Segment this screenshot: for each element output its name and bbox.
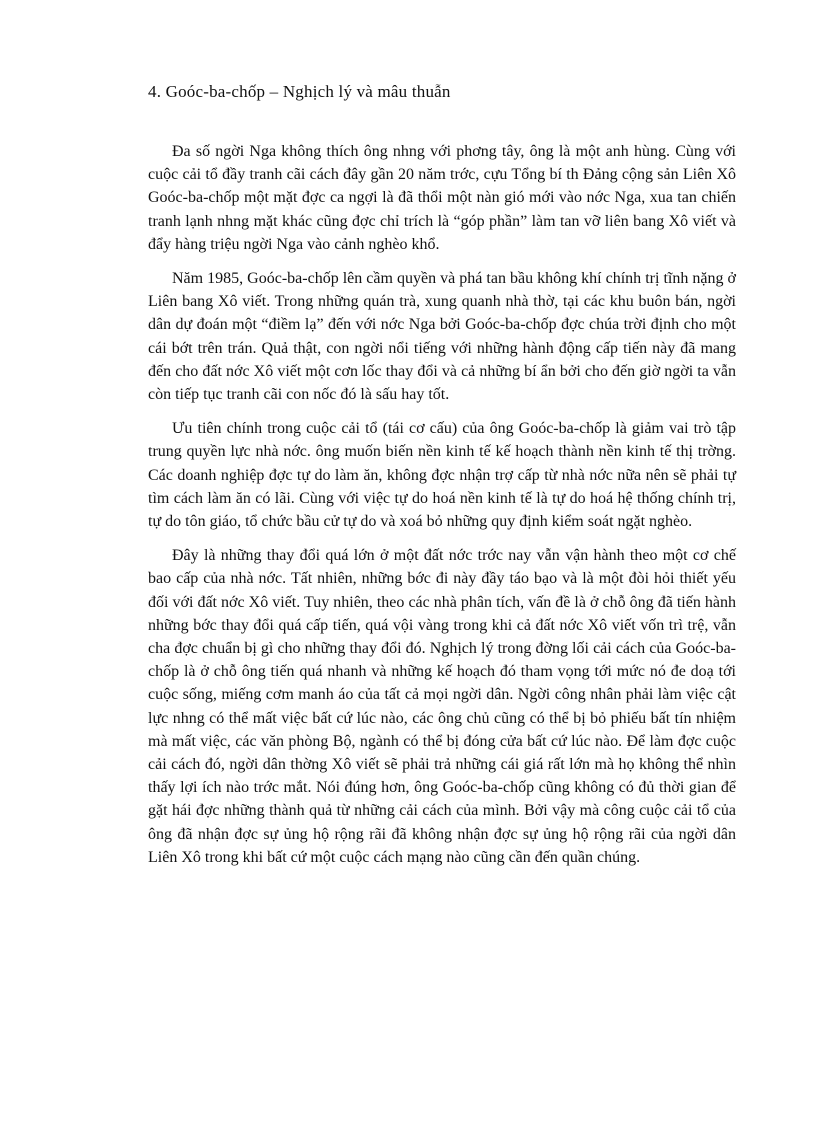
paragraph-1: Đa số ngời Nga không thích ông nhng với phơng tây, ông là một anh hùng. Cùng với cuộc cải tổ đầy tranh cãi cách đây gần 20 năm trớc, cựu Tổng bí th Đảng cộng sản Liên Xô Goóc-ba-chốp một mặt đợc ca ngợi là đã thổi một nàn gió mới vào nớc Nga, xua tan chiến tranh lạnh nhng mặt khác cũng đợc chỉ trích là “góp phần” làm tan vỡ liên bang Xô viết và đẩy hàng triệu ngời Nga vào cảnh nghèo khổ. xyxy=(148,143,736,253)
section-heading: 4. Goóc-ba-chốp – Nghịch lý và mâu thuẫn xyxy=(148,82,451,101)
paragraph-2: Năm 1985, Goóc-ba-chốp lên cầm quyền và phá tan bầu không khí chính trị tĩnh nặng ở Liên bang Xô viết. Trong những quán trà, xung quanh nhà thờ, tại các khu buôn bán, ngời dân dự đoán một “điềm lạ” đến với nớc Nga bởi Goóc-ba-chốp đợc chúa trời định cho một cái bớt trên trán. Quả thật, con ngời nổi tiếng với những hành động cấp tiến này đã mang đến cho đất nớc Xô viết một cơn lốc thay đổi và cả những bí ẩn bởi cho đến giờ ngời ta vẫn còn tiếp tục tranh cãi con nốc đó là sấu hay tốt. xyxy=(148,270,736,404)
article-body xyxy=(148,140,736,880)
paragraph-4: Đây là những thay đổi quá lớn ở một đất nớc trớc nay vẫn vận hành theo một cơ chế bao cấp của nhà nớc. Tất nhiên, những bớc đi này đầy táo bạo và là một đòi hỏi thiết yếu đối với đất nớc Xô viết. Tuy nhiên, theo các nhà phân tích, vấn đề là ở chỗ ông đã tiến hành những bớc thay đổi quá cấp tiến, quá vội vàng trong khi cả đất nớc Xô viết vốn trì trệ, vẫn cha đợc chuẩn bị gì cho những thay đổi đó. Nghịch lý trong đờng lối cải cách của Goóc-ba-chốp là ở chỗ ông tiến quá nhanh và những kế hoạch đó tham vọng tới mức nó đe doạ tới cuộc sống, miếng cơm manh áo của tất cả mọi ngời dân. Ngời công nhân phải làm việc cật lực nhng có thể mất việc bất cứ lúc nào, các ông chủ cũng có thể bị bỏ phiếu bất tín nhiệm mà mất việc, các văn phòng Bộ, ngành có thể bị đóng cửa bất cứ lúc nào. Để làm đợc cuộc cải cách đó, ngời dân thờng Xô viết sẽ phải trả những cái giá rất lớn mà họ không thể nhìn thấy lợi ích nào trớc mắt. Nói đúng hơn, ông Goóc-ba-chốp cũng không có đủ thời gian để gặt hái đợc những thành quả từ những cải cách của mình. Bởi vậy mà công cuộc cải tổ của ông đã nhận đợc sự ủng hộ rộng rãi đã không nhận đợc sự ủng hộ rộng rãi của ngời dân Liên Xô trong khi bất cứ một cuộc cách mạng nào cũng cần đến quần chúng. xyxy=(148,547,736,866)
paragraph-3: Ưu tiên chính trong cuộc cải tổ (tái cơ cấu) của ông Goóc-ba-chốp là giảm vai trò tập trung quyền lực nhà nớc. ông muốn biến nền kinh tế kế hoạch thành nền kinh tế thị trờng. Các doanh nghiệp đợc tự do làm ăn, không đợc nhận trợ cấp từ nhà nớc nữa nên sẽ phải tự tìm cách làm ăn có lãi. Cùng với việc tự do hoá nền kinh tế là tự do hoá hệ thống chính trị, tự do tôn giáo, tổ chức bầu cử tự do và xoá bỏ những quy định kiểm soát ngặt nghèo. xyxy=(148,420,736,531)
